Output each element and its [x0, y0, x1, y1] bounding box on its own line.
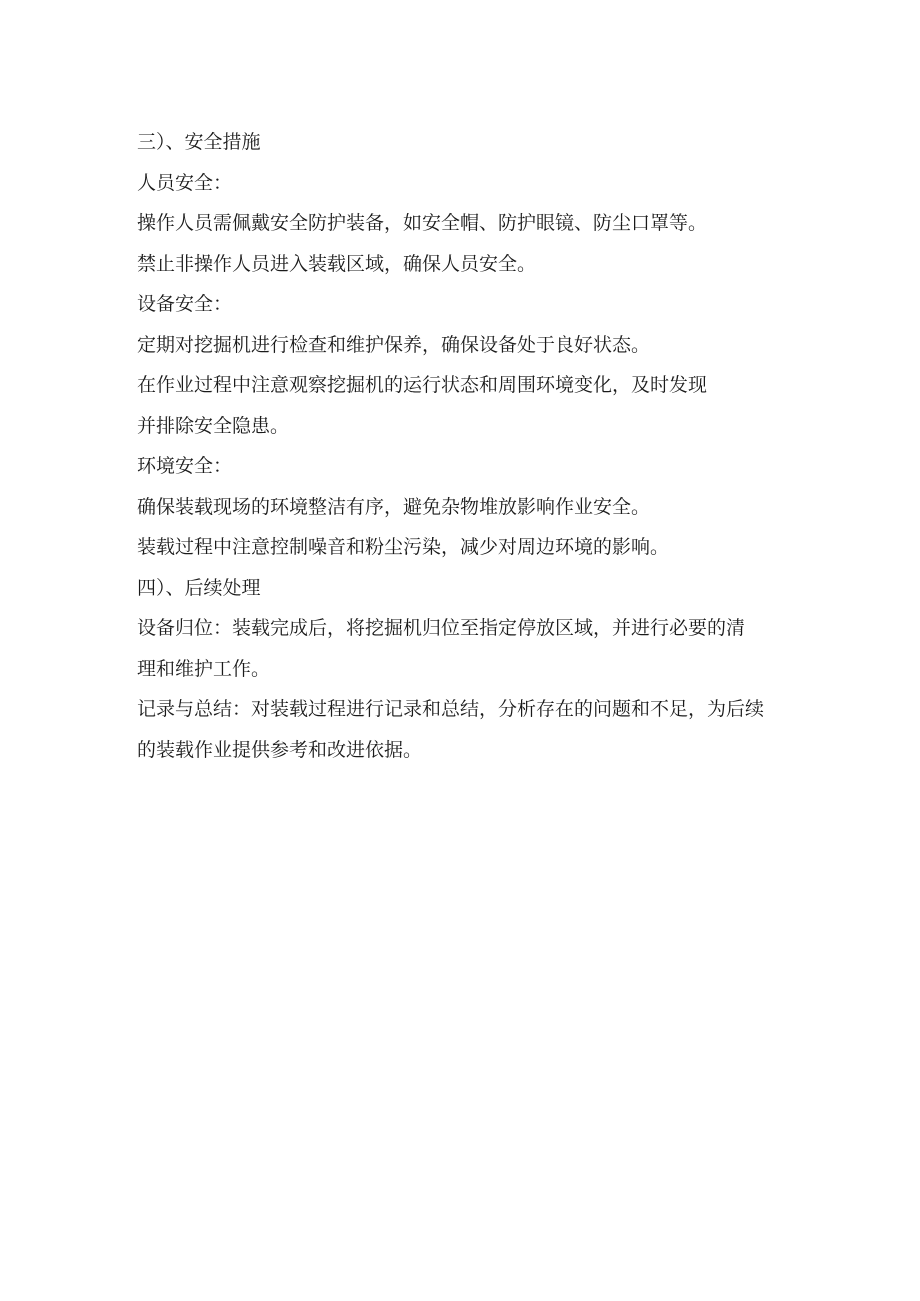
subheading-environment-safety: 环境安全：	[137, 455, 233, 477]
document-body	[137, 122, 797, 770]
paragraph-line: 在作业过程中注意观察挖掘机的运行状态和周围环境变化，及时发现	[137, 374, 708, 396]
paragraph-line: 设备归位：装载完成后，将挖掘机归位至指定停放区域，并进行必要的清	[137, 617, 746, 639]
subheading-personnel-safety: 人员安全：	[137, 171, 233, 194]
subheading-equipment-safety: 设备安全：	[137, 293, 233, 315]
paragraph-line: 装载过程中注意控制噪音和粉尘污染，减少对周边环境的影响。	[137, 536, 670, 558]
paragraph-line: 记录与总结：对装载过程进行记录和总结，分析存在的问题和不足，为后续	[137, 698, 765, 720]
paragraph-line: 定期对挖掘机进行检查和维护保养，确保设备处于良好状态。	[137, 333, 651, 356]
section-heading-safety-measures: 三）、安全措施	[137, 131, 261, 153]
paragraph-line: 禁止非操作人员进入装载区域，确保人员安全。	[137, 252, 537, 275]
paragraph-line: 并排除安全隐患。	[137, 414, 290, 437]
paragraph-line: 的装载作业提供参考和改进依据。	[137, 738, 423, 761]
paragraph-line: 确保装载现场的环境整洁有序，避免杂物堆放影响作业安全。	[137, 495, 651, 518]
paragraph-line: 操作人员需佩戴安全防护装备，如安全帽、防护眼镜、防尘口罩等。	[137, 212, 708, 234]
paragraph-line: 理和维护工作。	[137, 657, 271, 680]
section-heading-follow-up: 四）、后续处理	[137, 576, 261, 599]
